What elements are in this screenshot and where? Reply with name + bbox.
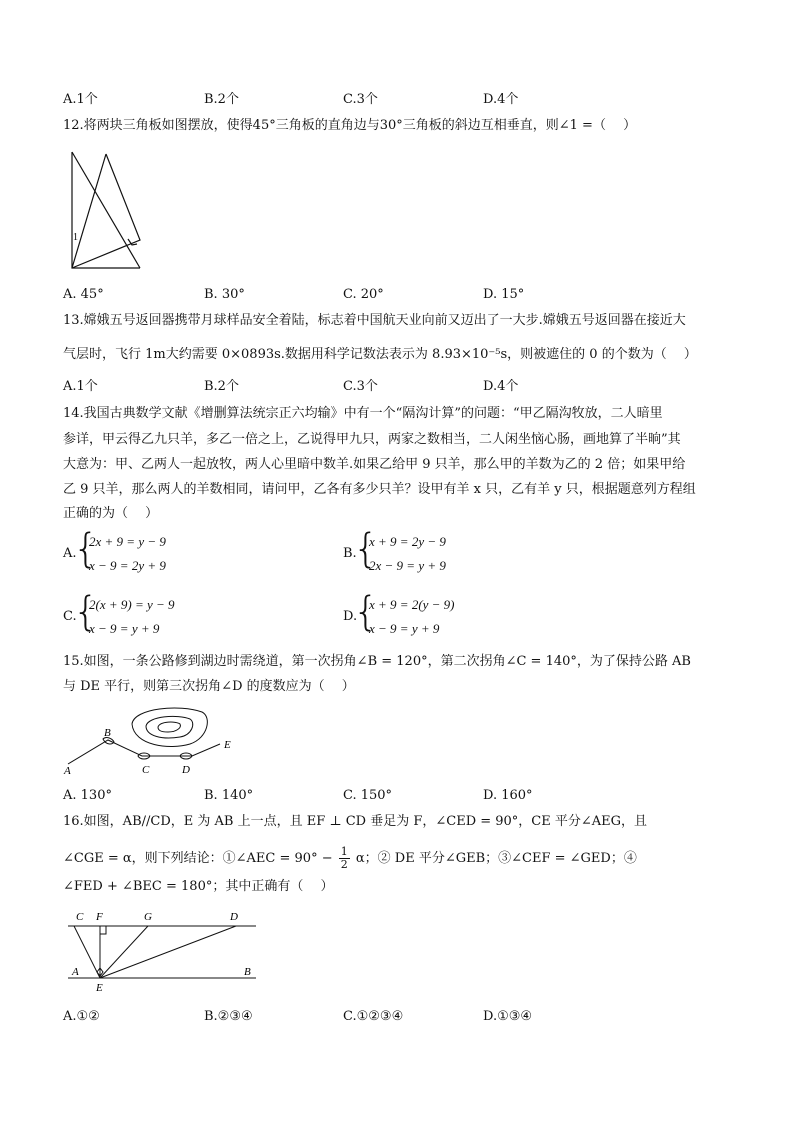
q16-option-d: D.①③④ — [483, 1009, 533, 1024]
point-b-label: B — [244, 966, 251, 978]
q14-line-1: 14.我国古典数学文献《增删算法统宗正六均输》中有一个“隔沟计算”的问题：“甲乙隔沟牧放，二人暗里 — [63, 406, 663, 421]
q14-line-2: 参详，甲云得乙九只羊，多乙一倍之上，乙说得甲九只，两家之数相当，二人闲坐恼心肠，画地算了半晌”其 — [63, 432, 681, 447]
point-c-label: C — [142, 764, 150, 776]
brace-icon: { — [73, 526, 99, 572]
brace-icon: { — [353, 589, 379, 635]
q12-option-c: C. 20° — [343, 287, 384, 302]
q16-line-2-end: α；② DE 平分∠GEB；③∠CEF = ∠GED；④ — [355, 851, 637, 866]
fraction-numerator: 1 — [340, 845, 348, 858]
q13-option-b: B.2个 — [204, 379, 239, 394]
point-b-label: B — [104, 727, 111, 739]
q11-option-d: D.4个 — [483, 92, 519, 107]
q16-option-a: A.①② — [63, 1009, 100, 1024]
brace-icon: { — [353, 526, 379, 572]
angle-1-label: 1 — [73, 232, 78, 243]
q15-line-1: 15.如图，一条公路修到湖边时需绕道，第一次拐角∠B = 120°，第二次拐角∠C = 140°，为了保持公路 AB — [63, 654, 691, 669]
q13-line-2: 气层时，飞行 1m大约需要 0×0893s.数据用科学记数法表示为 8.93×10⁻⁵s，则被遮住的 0 的个数为（ ） — [63, 347, 697, 362]
q11-option-a: A.1个 — [63, 92, 98, 107]
point-a-label: A — [64, 765, 71, 777]
q15-option-b: B. 140° — [204, 788, 254, 803]
point-a-label: A — [72, 966, 79, 978]
q15-line-2: 与 DE 平行，则第三次拐角∠D 的度数应为（ ） — [63, 679, 355, 694]
q16-option-c: C.①②③④ — [343, 1009, 404, 1024]
equation-2: x − 9 = 2y + 9 — [89, 558, 166, 573]
q12-option-b: B. 30° — [204, 287, 245, 302]
q15-option-d: D. 160° — [483, 788, 533, 803]
equation-2: 2x − 9 = y + 9 — [369, 558, 446, 573]
q12-option-a: A. 45° — [63, 287, 104, 302]
q11-option-c: C.3个 — [343, 92, 378, 107]
q16-line-3: ∠FED + ∠BEC = 180°；其中正确有（ ） — [63, 879, 334, 894]
q14-line-3: 大意为：甲、乙两人一起放牧，两人心里暗中数羊.如果乙给甲 9 只羊，那么甲的羊数为乙的 2 倍；如果甲给 — [63, 457, 686, 472]
equation-1: 2(x + 9) = y − 9 — [89, 597, 175, 612]
q13-option-a: A.1个 — [63, 379, 98, 394]
point-g-label: G — [144, 911, 152, 923]
equation-1: x + 9 = 2(y − 9) — [369, 597, 455, 612]
brace-icon: { — [73, 589, 99, 635]
point-d-label: D — [230, 911, 238, 923]
q11-option-b: B.2个 — [204, 92, 239, 107]
option-label: C. — [63, 609, 77, 624]
q13-option-c: C.3个 — [343, 379, 378, 394]
option-label: D. — [343, 609, 358, 624]
equation-2: x − 9 = y + 9 — [369, 621, 440, 636]
q15-road-lake-figure — [62, 704, 242, 782]
q13-line-1: 13.嫦娥五号返回器携带月球样品安全着陆，标志着中国航天业向前又迈出了一大步.嫦娥五号返回器在接近大 — [63, 313, 686, 328]
q13-option-d: D.4个 — [483, 379, 519, 394]
q15-option-a: A. 130° — [63, 788, 112, 803]
q15-option-c: C. 150° — [343, 788, 393, 803]
point-d-label: D — [182, 764, 190, 776]
point-e-label: E — [224, 739, 231, 751]
q16-line-1: 16.如图，AB//CD，E 为 AB 上一点，且 EF ⊥ CD 垂足为 F，∠CED = 90°，CE 平分∠AEG，且 — [63, 814, 648, 829]
q16-option-b: B.②③④ — [204, 1009, 253, 1024]
point-f-label: F — [96, 911, 103, 923]
option-label: B. — [343, 546, 357, 561]
option-label: A. — [63, 546, 77, 561]
q16-line-2-start: ∠CGE = α，则下列结论：①∠AEC = 90° − — [63, 851, 333, 866]
equation-1: 2x + 9 = y − 9 — [89, 534, 166, 549]
equation-2: x − 9 = y + 9 — [89, 621, 160, 636]
q16-parallel-lines-figure — [64, 908, 260, 998]
point-e-label: E — [96, 982, 103, 994]
q14-line-5: 正确的为（ ） — [63, 506, 159, 521]
q16-line-2 — [63, 846, 637, 871]
q12-question-text: 12.将两块三角板如图摆放，使得45°三角板的直角边与30°三角板的斜边互相垂直，则∠1 =（ ） — [63, 118, 637, 133]
q12-triangle-figure — [66, 148, 146, 273]
point-c-label: C — [76, 911, 84, 923]
q14-line-4: 乙 9 只羊，那么两人的羊数相同，请问甲，乙各有多少只羊？设甲有羊 x 只，乙有羊 y 只，根据题意列方程组 — [63, 482, 696, 497]
equation-1: x + 9 = 2y − 9 — [369, 534, 446, 549]
fraction — [339, 846, 350, 871]
q12-option-d: D. 15° — [483, 287, 525, 302]
fraction-denominator: 2 — [340, 858, 348, 871]
